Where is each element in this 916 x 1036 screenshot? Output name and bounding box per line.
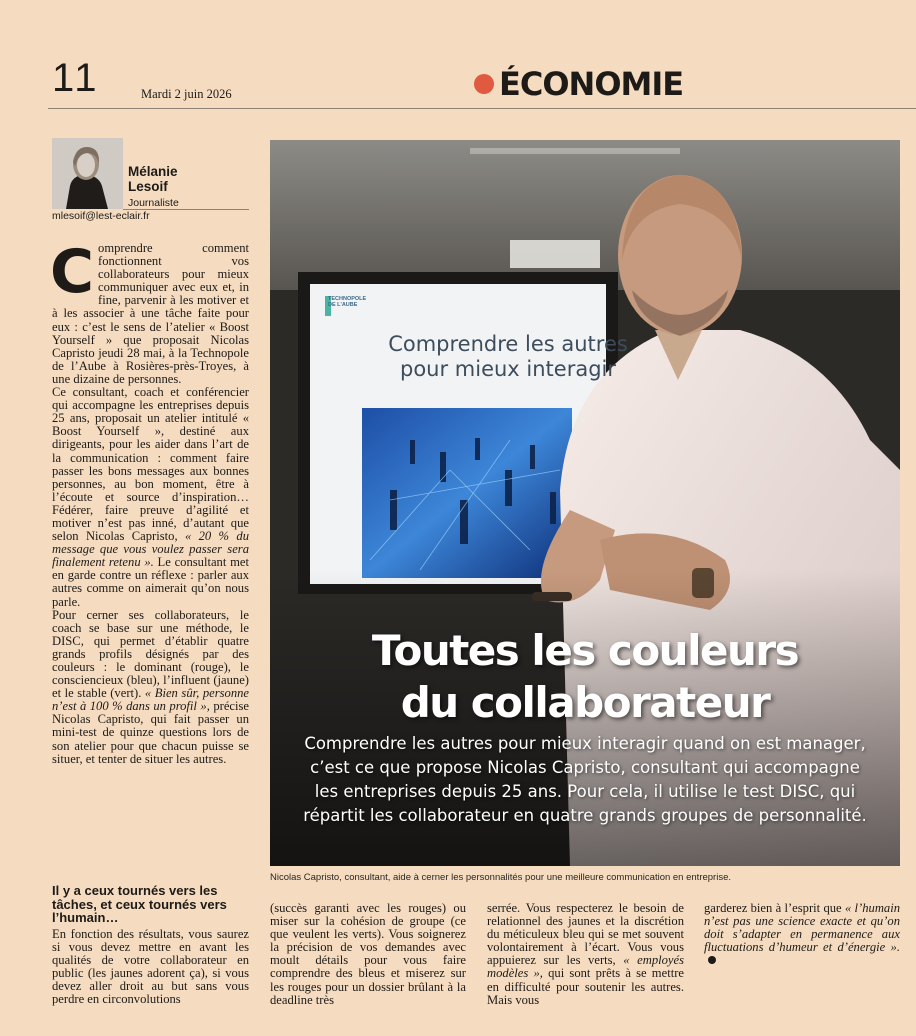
- paragraph-7-quote: « l’humain n’est pas une science exacte et qu’on doit s’adapter en permanence aux fluctuations d’humeur et d’énergie ».: [704, 901, 901, 955]
- paragraph-7: [704, 902, 900, 967]
- paragraph-6-text: serrée. Vous respecterez le besoin de relationnel des jaunes et la discrétion du méticuleux bleu qui se met souvent volontairement à l’écart. Vous vous appuierez sur les verts,: [487, 901, 684, 968]
- headline-line-1: Toutes les couleurs: [371, 626, 799, 675]
- slide-logo: [328, 296, 366, 308]
- author-avatar: [52, 138, 123, 209]
- article-photo: [270, 140, 900, 866]
- paragraph-5: (succès garanti avec les rouges) ou miser sur la cohésion de groupe (ce que veulent les verts). Vous soignerez la précision de vos demandes avec moult détails pour vous faire comprendre des bleus et miserez sur les rouges pour un dossier brûlant à la deadline très: [270, 901, 466, 1007]
- paragraph-6-text-end: qui sont prêts à se mettre en difficulté pour soutenir les autres. Mais vous: [487, 966, 684, 1007]
- paragraph-3: [52, 609, 249, 766]
- slide-title-line-2: pour mieux interagir: [399, 357, 617, 381]
- author-name: Mélanie Lesoif: [128, 164, 178, 194]
- author-role: Journaliste: [128, 197, 179, 209]
- end-of-article-icon: [708, 956, 716, 964]
- header-divider: [48, 108, 916, 109]
- author-email[interactable]: mlesoif@lest-eclair.fr: [52, 210, 150, 222]
- photo-caption: Nicolas Capristo, consultant, aide à cerner les personnalités pour une meilleure communication en entreprise.: [270, 872, 731, 883]
- dropcap: C: [50, 237, 95, 307]
- paragraph-6-quote: « employés modèles »,: [487, 953, 684, 981]
- paragraph-2-text-end: Le consultant met en garde contre un réflexe : parler aux autres comme on aimerait qu’on nous parle.: [52, 555, 249, 609]
- lead-text: omprendre comment fonctionnent vos collaborateurs pour mieux communiquer avec eux et, in fine, parvenir à les motiver et à les associer à une tâche faite pour eux : c’est le sens de l’atelier « Boost Yourself » que proposait Nicolas Capristo jeudi 28 mai, à la Technopole de l’Aube à Rosières-près-Troyes, à une dizaine de personnes.: [52, 241, 249, 386]
- paragraph-3-text-end: précise Nicolas Capristo, qui fait passer un mini-test de quinze questions lors de son atelier pour que chacun puisse se situer, et tenter de situer les autres.: [52, 699, 249, 766]
- section-dot-icon: [474, 74, 494, 94]
- article-column-4: [704, 902, 900, 967]
- headline-line-2: du collaborateur: [400, 678, 770, 727]
- standfirst: Comprendre les autres pour mieux interagir quand on est manager, c’est ce que propose Nicolas Capristo, consultant qui accompagne les entreprises depuis 25 ans. Pour cela, il utilise le test DISC, qui répartit les collaborateur en quatre grands groupes de personnalité.: [303, 734, 867, 825]
- slide-title-line-1: Comprendre les autres: [388, 332, 628, 356]
- paragraph-2: [52, 386, 249, 609]
- issue-date: Mardi 2 juin 2026: [141, 87, 232, 101]
- section-heading: [474, 64, 683, 104]
- article-column-1-bottom: [52, 928, 249, 1007]
- article-column-2: [270, 902, 466, 1007]
- paragraph-3-quote: « Bien sûr, personne n’est à 100 % dans un profil »,: [52, 686, 250, 714]
- article-subheading: Il y a ceux tournés vers les tâches, et ceux tournés vers l’humain…: [52, 883, 227, 925]
- paragraph-7-text: garderez bien à l’esprit que: [704, 901, 845, 915]
- paragraph-2-quote: « 20 % du message que vous voulez passer sera finalement retenu ».: [52, 529, 249, 570]
- article-column-1: [50, 237, 250, 766]
- slide-title: [368, 332, 648, 382]
- slide-logo-line-1: TECHNOPOLE: [328, 296, 367, 302]
- paragraph-4: En fonction des résultats, vous saurez si vous devez mettre en avant les qualités de votre collaborateur en public (les jaunes adorent ça), si vous devez aller droit au but sans vous perdre en circonvolutions: [52, 927, 249, 1007]
- lead-paragraph: [50, 237, 249, 386]
- page-number: 11: [52, 56, 100, 100]
- article-column-3: [487, 902, 684, 1007]
- paragraph-6: [487, 902, 684, 1007]
- paragraph-2-text: Ce consultant, coach et conférencier qui accompagne les entreprises depuis 25 ans, proposait un atelier intitulé « Boost Yourself », destiné aux dirigeants, pour les aider dans l’art de la communication : comment faire passer les bons messages aux bonnes personnes, au bon moment, être à l’écoute et source d’inspiration… Fédérer, faire preuve d’agilité et motiver n’est pas inné, d’autant que selon Nicolas Capristo,: [52, 385, 249, 544]
- paragraph-3-text: Pour cerner ses collaborateurs, le coach se base sur une méthode, le DISC, qui permet d’établir quatre grands profils désignés par des couleurs : le dominant (rouge), le consciencieux (bleu), l’influent (jaune) et le stable (vert).: [52, 607, 249, 701]
- section-title: ÉCONOMIE: [499, 65, 684, 103]
- slide-logo-line-2: DE L'AUBE: [328, 302, 358, 308]
